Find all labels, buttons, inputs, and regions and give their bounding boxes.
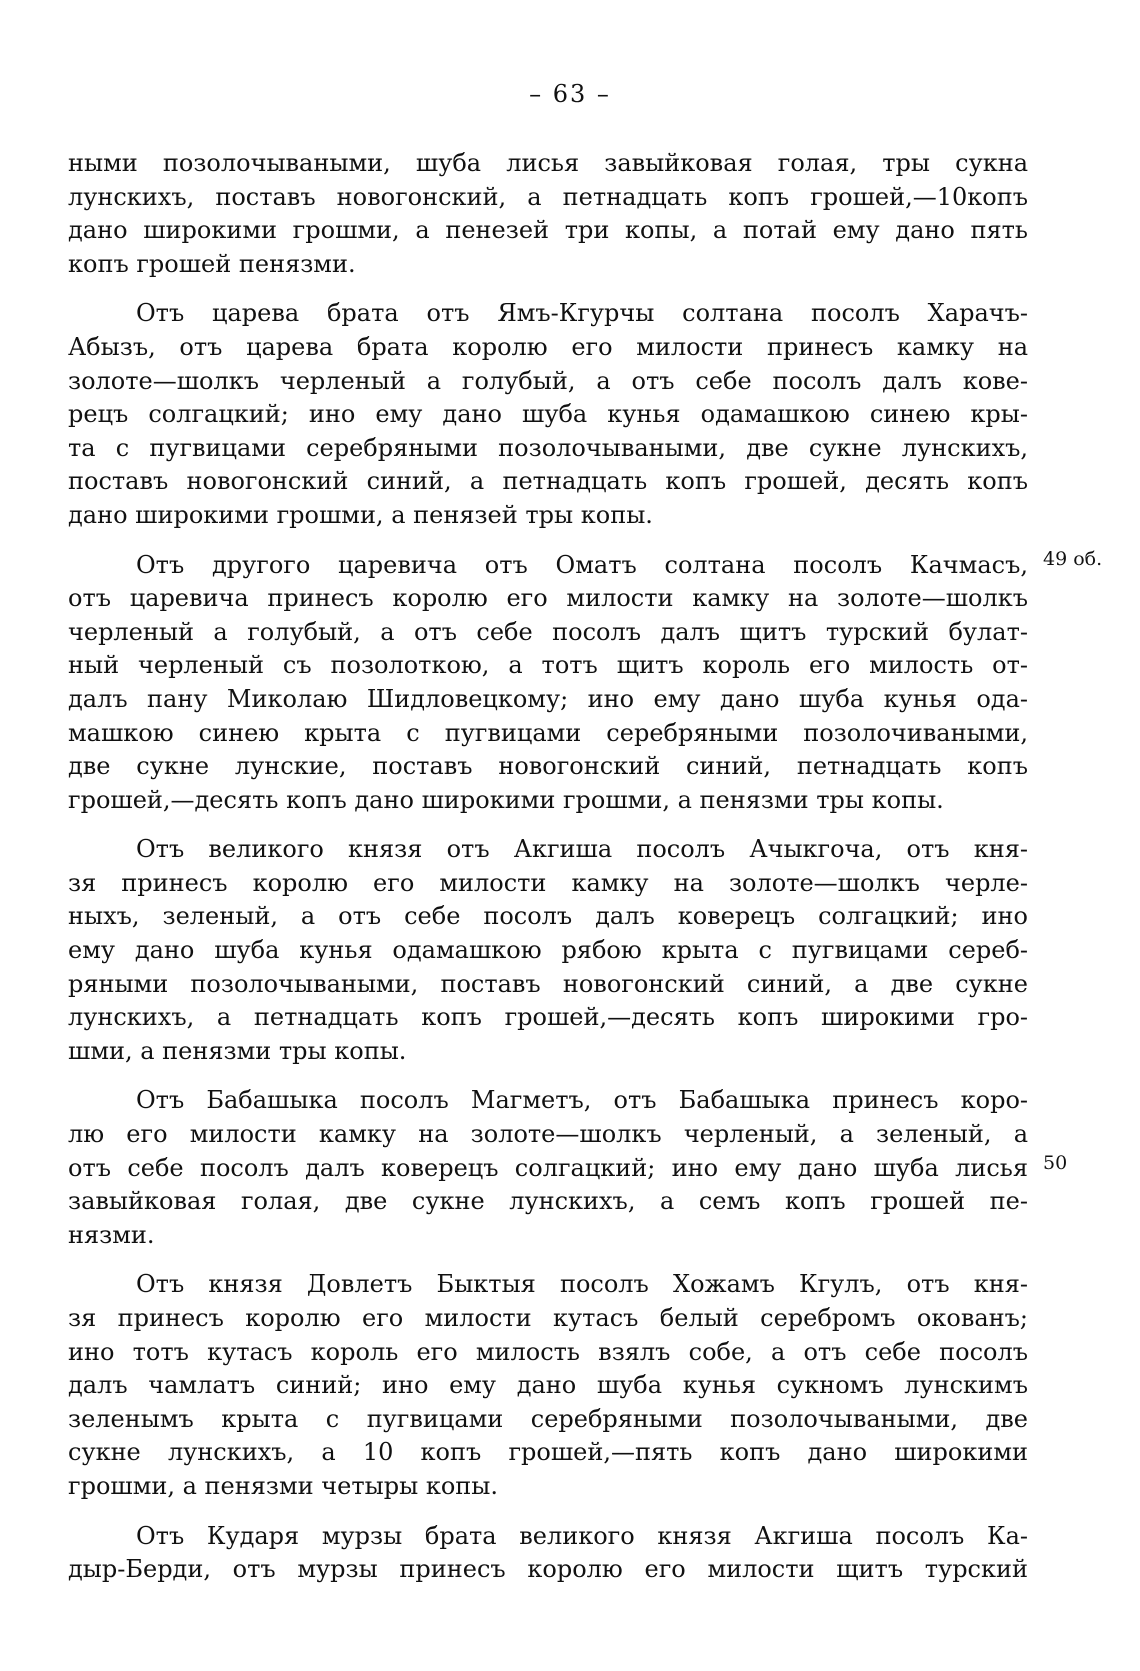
body-text [68,147,1028,1603]
text-line: нязми. [68,1220,155,1249]
paragraph [68,1084,1028,1252]
text-line: завыйковая голая, две сукне лунскихъ, а семъ копъ грошей пе- [68,1187,1028,1216]
margin-folio-note: 49 об. [1043,548,1103,570]
text-line: дыр-Берди, отъ мурзы принесъ королю его милости щитъ турский [68,1555,1028,1584]
text-line: ныхъ, зеленый, а отъ себе посолъ далъ коверецъ солгацкий; ино [68,902,1028,931]
text-line: сукне лунскихъ, а 10 копъ грошей,—пять копъ дано широкими [68,1438,1028,1467]
margin-folio-note: 50 [1043,1152,1068,1174]
paragraph [68,147,1028,281]
text-line: машкою синею крыта с пугвицами серебряными позолочиваными, [68,718,1028,747]
text-line: грошми, а пенязми четыры копы. [68,1471,498,1500]
text-line: две сукне лунские, поставъ новогонский синий, петнадцать копъ [68,752,1028,781]
text-line: зя принесъ королю его милости кутасъ белый серебромъ окованъ; [68,1304,1028,1332]
paragraph [68,1268,1028,1503]
text-line: лунскихъ, поставъ новогонский, а петнадцать копъ грошей,—10копъ [68,182,1028,211]
text-line: Отъ князя Довлетъ Быктыя посолъ Хожамъ Кгулъ, отъ кня- [136,1270,1028,1299]
text-line: шми, а пенязми тры копы. [68,1036,407,1065]
text-line: Отъ великого князя отъ Акгиша посолъ Ачыкгоча, отъ кня- [136,835,1028,864]
text-line: грошей,—десять копъ дано широкими грошми, а пенязми тры копы. [68,785,944,814]
text-line: отъ царевича принесъ королю его милости камку на золоте—шолкъ [68,584,1028,613]
text-line: ино тотъ кутасъ король его милость взялъ собе, а отъ себе посолъ [68,1337,1028,1366]
text-line: черленый а голубый, а отъ себе посолъ далъ щитъ турский булат- [68,617,1028,646]
text-line: золоте—шолкъ черленый а голубый, а отъ себе посолъ далъ кове- [68,366,1028,395]
paragraph [68,1520,1028,1587]
text-line: лунскихъ, а петнадцать копъ грошей,—десять копъ широкими гро- [68,1003,1028,1032]
text-line: та с пугвицами серебряными позолочываными, две сукне лунскихъ, [68,433,1028,462]
text-line: ему дано шуба кунья одамашкою рябою крыта с пугвицами сереб- [68,936,1028,965]
text-line: Отъ Бабашыка посолъ Магметъ, отъ Бабашыка принесъ коро- [136,1086,1028,1115]
paragraph [68,297,1028,532]
text-line: рецъ солгацкий; ино ему дано шуба кунья одамашкою синею кры- [68,400,1028,429]
text-line: дано широкими грошми, а пенязей тры копы. [68,500,653,529]
text-line: отъ себе посолъ далъ коверецъ солгацкий; ино ему дано шуба лисья [68,1153,1028,1182]
text-line: Отъ царева брата отъ Ямъ-Кгурчы солтана посолъ Харачъ- [136,299,1028,328]
text-line: дано широкими грошми, а пенезей три копы, а потай ему дано пять [68,216,1028,245]
text-line: лю его милости камку на золоте—шолкъ черленый, а зеленый, а [68,1120,1028,1149]
text-line: зеленымъ крыта с пугвицами серебряными позолочываными, две [68,1404,1028,1433]
text-line: далъ пану Миколаю Шидловецкому; ино ему дано шуба кунья ода- [68,684,1028,713]
text-line: Абызъ, отъ царева брата королю его милости принесъ камку на [68,332,1028,361]
text-line: зя принесъ королю его милости камку на золоте—шолкъ черле- [68,868,1028,897]
paragraph [68,549,1028,818]
text-line: ный черленый съ позолоткою, а тотъ щитъ король его милость от- [68,651,1028,680]
text-line: далъ чамлатъ синий; ино ему дано шуба кунья сукномъ лунскимъ [68,1371,1028,1400]
text-line: Отъ Кударя мурзы брата великого князя Акгиша посолъ Ка- [136,1521,1028,1550]
text-line: ными позолочываными, шуба лисья завыйковая голая, тры сукна [68,149,1028,177]
paragraph [68,833,1028,1068]
text-line: поставъ новогонский синий, а петнадцать копъ грошей, десять копъ [68,467,1028,496]
text-line: копъ грошей пенязми. [68,249,356,278]
text-line: Отъ другого царевича отъ Оматъ солтана посолъ Качмасъ, [136,550,1028,579]
text-line: ряными позолочываными, поставъ новогонский синий, а две сукне [68,969,1028,998]
page-number: – 63 – [529,80,611,108]
